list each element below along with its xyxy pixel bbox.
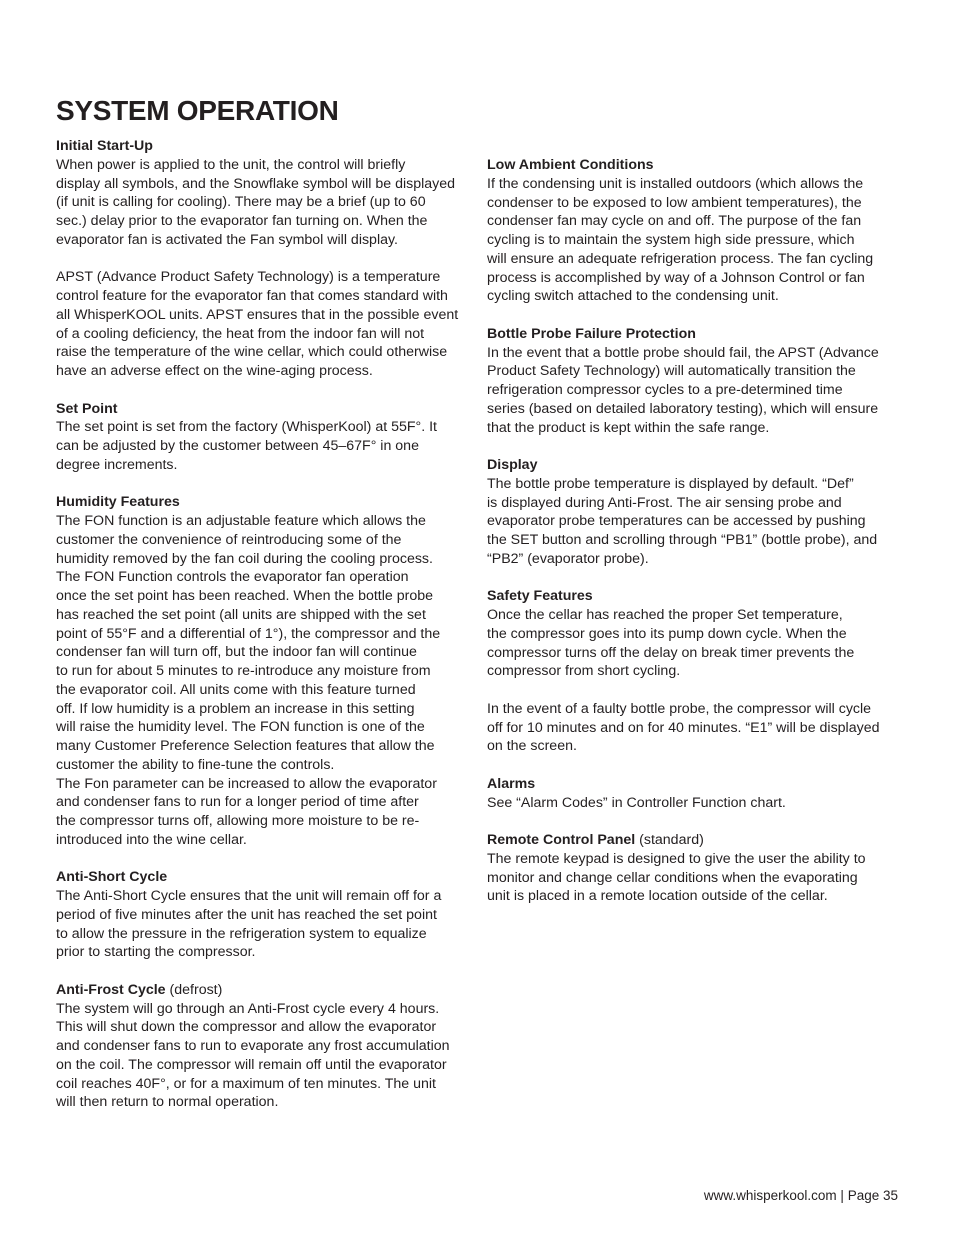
section-paragraph: When power is applied to the unit, the control will briefly display all symbols, and the Snowflake symbol will be displayed (if unit is calling for cooling). There may be a brief (up to 60 sec.) delay prior to the evaporator fan turning on. When the evaporator fan is activated the Fan symbol will display. (56, 156, 456, 248)
section-anti-short-cycle (56, 868, 472, 962)
left-column (56, 137, 472, 1131)
section-heading: Humidity Features (56, 494, 180, 511)
section-heading: Initial Start-Up (56, 138, 153, 154)
section-safety-features (487, 587, 899, 756)
section-set-point (56, 400, 472, 475)
section-heading: Bottle Probe Failure Protection (487, 325, 696, 342)
section-paragraph: In the event that a bottle probe should fail, the APST (Advance Product Safety Technology) will automatically transition the refrigeration compressor cycles to a pre-determined time series (based on detailed laboratory testing), which will ensure that the product is kept within the safe range. (487, 344, 879, 436)
heading-note: (defrost) (165, 981, 223, 998)
section-paragraph: Once the cellar has reached the proper Set temperature, the compressor goes into its pump down cycle. When the compressor turns off the delay on break timer prevents the compressor from short cycling. (487, 607, 855, 680)
section-paragraph: The Anti-Short Cycle ensures that the unit will remain off for a period of five minutes after the unit has reached the set point to allow the pressure in the refrigeration system to equalize prior to starting the compressor. (56, 888, 442, 961)
section-initial-start-up (56, 137, 472, 381)
page-footer: www.whisperkool.com | Page 35 (703, 1188, 898, 1203)
section-heading: Set Point (56, 400, 118, 417)
section-alarms (487, 775, 899, 813)
section-heading: Safety Features (487, 588, 593, 605)
section-anti-frost-cycle (56, 981, 472, 1112)
section-paragraph: See “Alarm Codes” in Controller Function chart. (487, 794, 786, 811)
section-paragraph: In the event of a faulty bottle probe, the compressor will cycle off for 10 minutes and on for 40 minutes. “E1” will be displayed on the screen. (487, 700, 880, 755)
heading-text: Remote Control Panel (487, 832, 636, 848)
section-humidity-features (56, 493, 472, 849)
section-heading: Display (487, 457, 538, 473)
section-paragraph: If the condensing unit is installed outdoors (which allows the condenser to be exposed to low ambient temperatures), the condenser fan may cycle on and off. The purpose of the fan cycling is to maintain the system high side pressure, which will ensure an adequate refrigeration process. The fan cycling process is accomplished by way of a Johnson Control or fan cycling switch attached to the condensing unit. (487, 175, 874, 305)
section-heading: Anti-Short Cycle (56, 869, 168, 886)
section-paragraph: The system will go through an Anti-Frost cycle every 4 hours. This will shut down the compressor and allow the evaporator and condenser fans to run to evaporate any frost accumulation on the coil. The compressor will remain off until the evaporator coil reaches 40F°, or for a maximum of ten minutes. The unit will then return to normal operation. (56, 1000, 450, 1111)
section-bottle-probe-failure (487, 325, 899, 438)
section-low-ambient-conditions (487, 156, 899, 306)
section-paragraph: The FON function is an adjustable feature which allows the customer the convenience of reintroducing some of the humidity removed by the fan coil during the cooling process. The FON Function controls the evaporator fan operation once the set point has been reached. When the bottle probe has reached the set point (all units are shipped with the set point of 55°F and a differential of 1°), the compressor and the condenser fan will turn off, but the indoor fan will continue to run for about 5 minutes to re-introduce any moisture from the evaporator coil. All units come with this feature turned off. If low humidity is a problem an increase in this setting will raise the humidity level. The FON function is one of the many Customer Preference Selection features that allow the customer the ability to fine-tune the controls. The Fon parameter can be increased to allow the evaporator and condenser fans to run for a longer period of time after the compressor turns off, allowing more moisture to be re- introduced into the wine cellar. (56, 513, 441, 848)
section-heading: Alarms (487, 775, 536, 792)
section-remote-control-panel (487, 831, 899, 906)
heading-text: Anti-Frost Cycle (56, 981, 166, 998)
section-paragraph: The bottle probe temperature is displayed by default. “Def” is displayed during Anti-Frost. The air sensing probe and evaporator probe temperatures can be accessed by pushing the SET button and scrolling through “PB1” (bottle probe), and “PB2” (evaporator probe). (487, 475, 878, 567)
right-column (487, 156, 899, 925)
section-paragraph: APST (Advance Product Safety Technology) is a temperature control feature for the evaporator fan that comes standard with all WhisperKOOL units. APST ensures that in the possible event of a cooling deficiency, the heat from the indoor fan will not raise the temperature of the wine cellar, which could otherwise have an adverse effect on the wine-aging process. (56, 269, 459, 379)
section-paragraph: The remote keypad is designed to give the user the ability to monitor and change cellar conditions when the evaporating unit is placed in a remote location outside of the cellar. (487, 850, 866, 905)
heading-note: (standard) (635, 832, 704, 848)
section-display (487, 456, 899, 569)
section-heading (56, 981, 472, 1000)
section-heading (487, 831, 899, 850)
page-title: SYSTEM OPERATION (56, 95, 339, 126)
section-paragraph: The set point is set from the factory (WhisperKool) at 55F°. It can be adjusted by the customer between 45–67F° in one degree increments. (56, 419, 437, 473)
section-heading: Low Ambient Conditions (487, 157, 654, 173)
